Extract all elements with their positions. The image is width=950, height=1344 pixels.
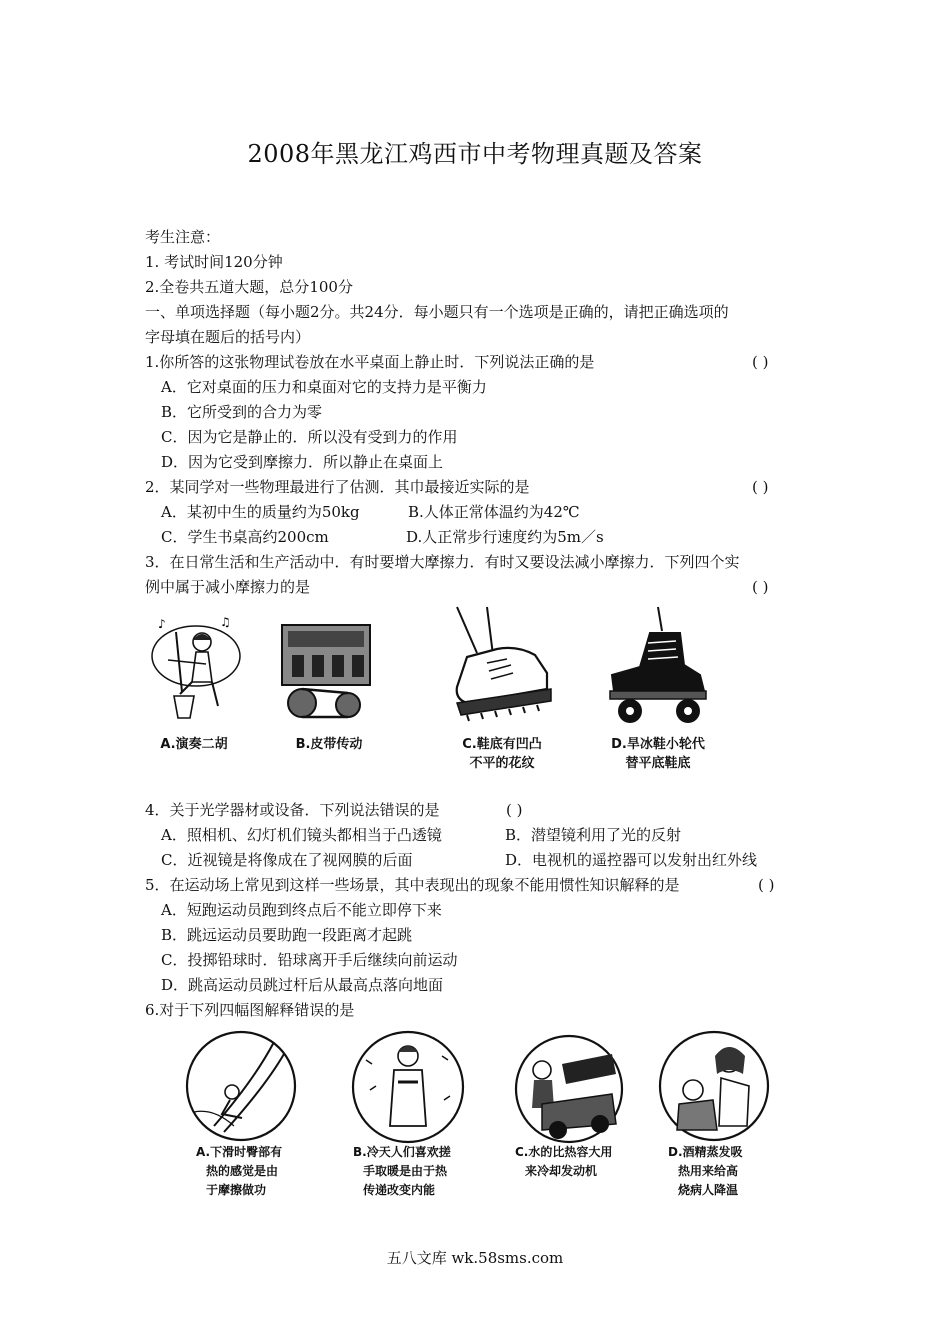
q4-option-d: D．电视机的遥控器可以发射出红外线 xyxy=(505,851,758,869)
q4-stem: 4．关于光学器材或设备．下列说法错误的是 xyxy=(145,801,440,819)
svg-text:♪: ♪ xyxy=(158,617,166,631)
q2-stem: 2．某同学对一些物理最进行了估测．其巾最接近实际的是 xyxy=(145,478,530,496)
q6-caption-a-line3: 于摩擦做功 xyxy=(206,1183,267,1197)
q1-option-b: B．它所受到的合力为零 xyxy=(161,403,323,421)
q5-stem: 5．在运动场上常见到这样一些场景，其中表现出的现象不能用惯性知识解释的是 xyxy=(145,876,680,894)
notice-item-2: 2.全卷共五道大题，总分100分 xyxy=(145,278,353,296)
car-engine-figure xyxy=(512,1034,626,1144)
q4-option-a: A．照相机、幻灯机们镜头都相当于凸透镜 xyxy=(161,826,442,844)
q3-caption-c-line1: C.鞋底有凹凸 xyxy=(462,737,542,752)
q1-stem: 1.你所答的这张物理试卷放在水平桌面上静止时．下列说法正确的是 xyxy=(145,353,595,371)
q5-option-c: C．投掷铅球时．铅球离开手后继续向前运动 xyxy=(161,951,458,969)
q6-caption-a-line2: 热的感觉是由 xyxy=(206,1164,279,1178)
section1-heading-line1: 一、单项选择题（每小题2分。共24分．每小题只有一个选项是正确的，请把正确选项的 xyxy=(145,303,729,321)
erhu-player-figure xyxy=(148,610,248,722)
q6-caption-c-line1: C.水的比热容大用 xyxy=(515,1145,613,1159)
q6-caption-d-line1: D.酒精蒸发吸 xyxy=(668,1145,743,1159)
roller-skate-figure xyxy=(600,603,712,727)
rubbing-hands-figure xyxy=(350,1030,466,1144)
q6-caption-b-line3: 传递改变内能 xyxy=(363,1183,436,1197)
q5-option-d: D．跳高运动员跳过杆后从最高点落向地面 xyxy=(161,976,444,994)
q2-option-d: D.人正常步行速度约为5m／s xyxy=(406,528,604,546)
q4-option-c: C．近视镜是将像成在了视网膜的后面 xyxy=(161,851,413,869)
engine-belt-figure xyxy=(272,615,382,727)
page-title: 2008年黑龙江鸡西市中考物理真题及答案 xyxy=(247,140,703,168)
q6-caption-d-line2: 热用来给高 xyxy=(678,1164,739,1178)
q6-caption-a-line1: A.下滑时臀部有 xyxy=(196,1145,283,1159)
q3-caption-b: B.皮带传动 xyxy=(295,737,363,752)
q3-caption-d-line1: D.旱冰鞋小轮代 xyxy=(611,737,705,752)
q3-answer-paren: ( ) xyxy=(752,578,769,596)
q6-caption-b-line2: 手取暖是由于热 xyxy=(363,1164,448,1178)
q5-option-b: B．跳远运动员要助跑一段距离才起跳 xyxy=(161,926,413,944)
notice-heading: 考生注意： xyxy=(145,228,221,246)
q5-answer-paren: ( ) xyxy=(758,876,775,894)
q1-option-a: A．它对桌面的压力和桌面对它的支持力是平衡力 xyxy=(161,378,487,396)
section1-heading-line2: 字母填在题后的括号内） xyxy=(145,328,311,346)
q3-caption-a: A.演奏二胡 xyxy=(160,737,228,752)
q5-option-a: A．短跑运动员跑到终点后不能立即停下来 xyxy=(161,901,442,919)
q6-caption-b-line1: B.冷天人们喜欢搓 xyxy=(353,1145,451,1159)
q3-stem-line1: 3．在日常生活和生产活动中．有时要增大摩擦力．有时又要设法减小摩擦力．下列四个实 xyxy=(145,553,740,571)
q2-option-a: A．某初中生的质量约为50kg xyxy=(161,503,360,521)
svg-text:♫: ♫ xyxy=(220,615,231,629)
shoe-sole-figure xyxy=(447,603,557,725)
q2-option-b: B.人体正常体温约为42℃ xyxy=(408,503,580,521)
q3-caption-d-line2: 替平底鞋底 xyxy=(625,756,691,771)
slide-figure xyxy=(184,1030,298,1142)
alcohol-cooling-figure xyxy=(657,1030,771,1142)
q2-answer-paren: ( ) xyxy=(752,478,769,496)
footer-watermark: 五八文库 wk.58sms.com xyxy=(386,1249,564,1267)
q2-option-c: C．学生书桌高约200cm xyxy=(161,528,329,546)
q4-answer-paren: ( ) xyxy=(506,801,523,819)
q6-caption-d-line3: 烧病人降温 xyxy=(678,1183,739,1197)
q6-caption-c-line2: 来冷却发动机 xyxy=(525,1164,598,1178)
notice-item-1: 1. 考试时间120分钟 xyxy=(145,253,283,271)
q1-option-d: D．因为它受到摩擦力．所以静止在桌面上 xyxy=(161,453,444,471)
q1-option-c: C．因为它是静止的．所以没有受到力的作用 xyxy=(161,428,458,446)
q3-caption-c-line2: 不平的花纹 xyxy=(469,756,535,771)
q1-answer-paren: ( ) xyxy=(752,353,769,371)
q6-stem: 6.对于下列四幅图解释错误的是 xyxy=(145,1001,355,1019)
q3-stem-line2: 例中属于减小摩擦力的是 xyxy=(145,578,311,596)
q4-option-b: B．潜望镜利用了光的反射 xyxy=(505,826,682,844)
